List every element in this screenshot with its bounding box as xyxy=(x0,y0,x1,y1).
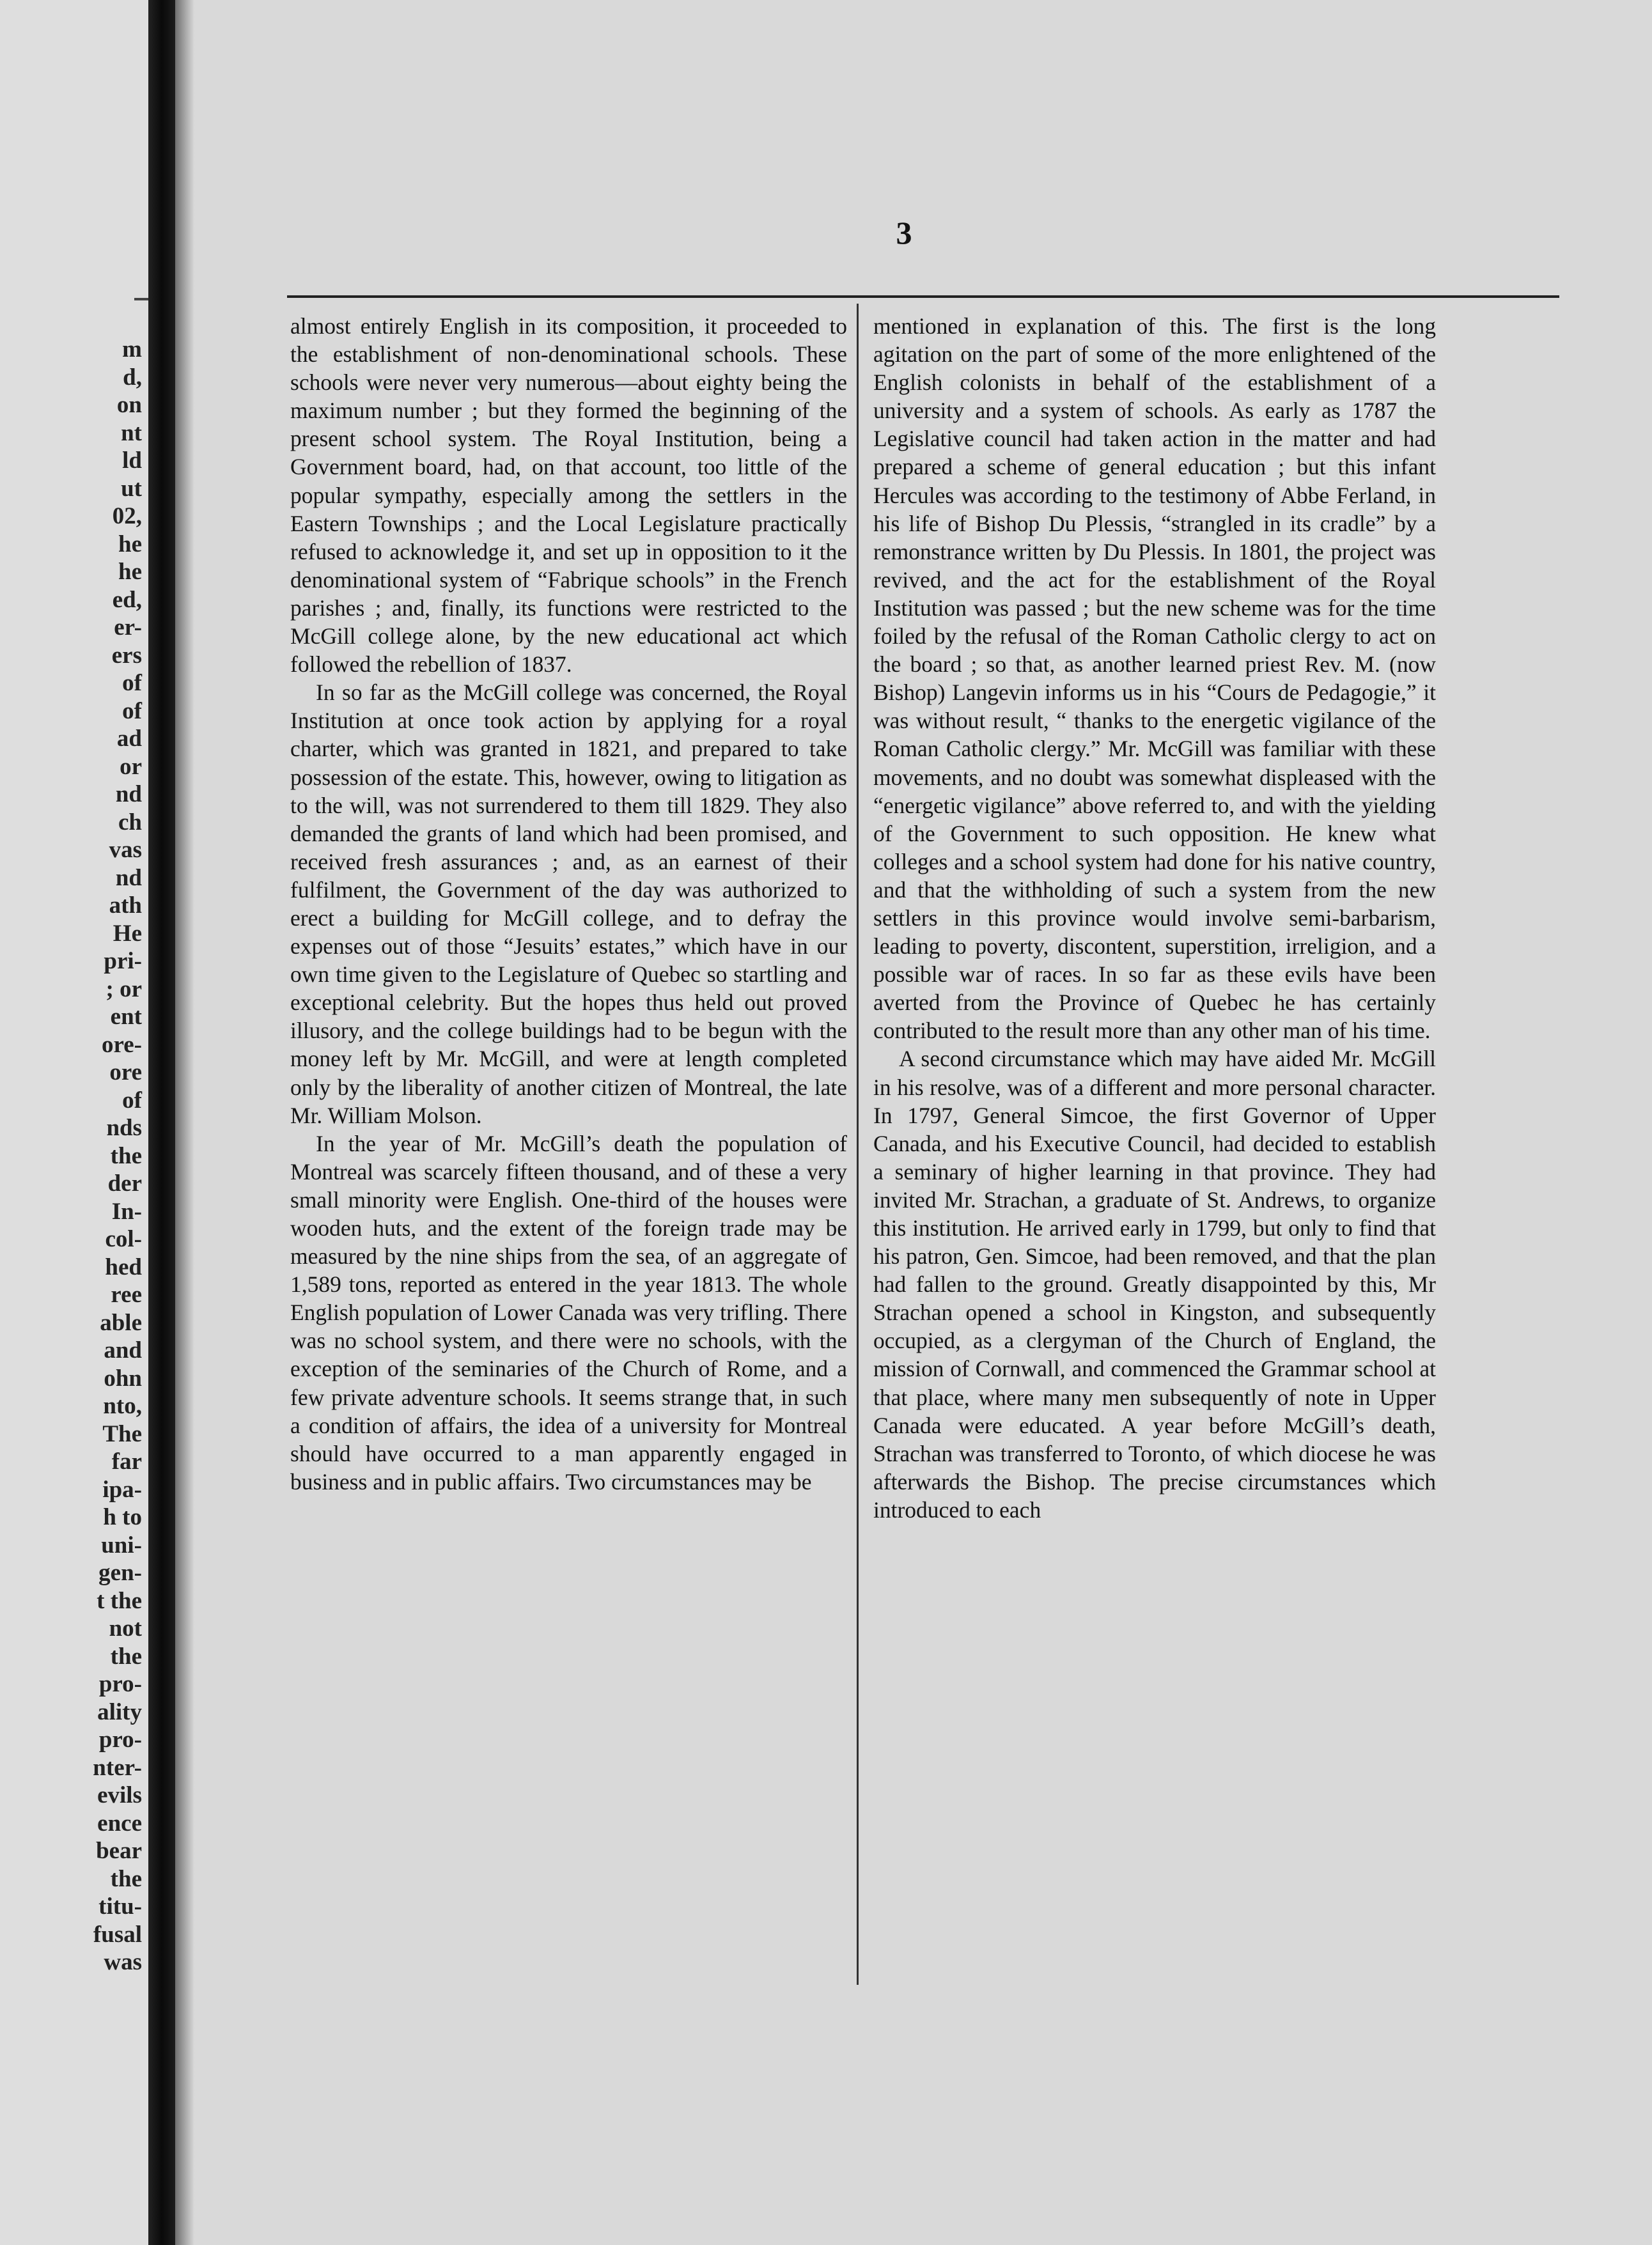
facing-page-fragment: or xyxy=(120,753,142,780)
paragraph: A second circumstance which may have aided Mr. McGill in his resolve, was of a different and more personal character. In 1797, General Simcoe, the first Governor of Upper Canada, and his Executive Council, had decided to establish a seminary of higher learning in that province. They had invited Mr. Strachan, a graduate of St. Andrews, to organize this institution. He arrived early in 1799, but only to find that his patron, Gen. Simcoe, had been removed, and that the plan had fallen to the ground. Greatly disappointed by this, Mr Strachan opened a school in Kingston, and subsequently occupied, as a clergyman of the Church of England, the mission of Cornwall, and commenced the Grammar school at that place, where many men subsequently of note in Upper Canada were educated. A year before McGill’s death, Strachan was transferred to Toronto, of which diocese he was afterwards the Bishop. The precise circumstances which introduced to each xyxy=(873,1046,1436,1523)
facing-page-fragment: der xyxy=(107,1170,142,1197)
facing-page-fragment: He xyxy=(113,920,142,947)
facing-page-sliver xyxy=(0,0,148,2245)
facing-page-fragment: m xyxy=(122,336,142,362)
facing-page-fragment: ed, xyxy=(112,586,142,613)
facing-page-fragment: nter- xyxy=(93,1754,142,1781)
facing-page-line-endings xyxy=(1,336,142,1977)
facing-page-fragment: vas xyxy=(109,837,142,863)
facing-page-fragment: on xyxy=(116,392,142,418)
facing-page-fragment: nds xyxy=(106,1115,142,1141)
text-column-right xyxy=(873,312,1436,1524)
facing-page-fragment: ch xyxy=(118,809,142,835)
facing-page-fragment: ath xyxy=(109,892,142,919)
facing-page-fragment: of xyxy=(122,1087,142,1114)
facing-page-fragment: the xyxy=(110,1142,142,1169)
facing-page-fragment: ld xyxy=(122,447,142,474)
facing-page-fragment: he xyxy=(118,559,142,585)
facing-page-fragment: nd xyxy=(115,864,142,891)
book-gutter xyxy=(148,0,175,2245)
facing-page-fragment: In- xyxy=(111,1198,142,1225)
facing-page-fragment: ohn xyxy=(104,1365,142,1392)
facing-page-fragment: fusal xyxy=(93,1921,142,1948)
facing-page-fragment: pri- xyxy=(104,948,142,974)
facing-page-fragment: gen- xyxy=(98,1560,142,1586)
facing-page-fragment: d, xyxy=(123,364,142,391)
paragraph: In the year of Mr. McGill’s death the population of Montreal was scarcely fifteen thousand, and of these a very small minority were English. One-third of the houses were wooden huts, and the extent of the foreign trade may be measured by the nine ships from the sea, of an aggregate of 1,589 tons, reported as entered in the year 1813. The whole English population of Lower Canada was very trifling. There was no school system, and there were no schools, with the exception of the seminaries of the Church of Rome, and a few private adventure schools. It seems strange that, in such a condition of affairs, the idea of a university for Montreal should have occurred to a man apparently engaged in business and in public affairs. Two circumstances may be xyxy=(290,1130,847,1495)
facing-page-fragment: bear xyxy=(96,1838,142,1864)
facing-page-fragment: uni- xyxy=(101,1532,142,1558)
facing-page-fragment: not xyxy=(109,1615,142,1642)
page-edge-shadow xyxy=(175,0,194,2245)
facing-page-rule xyxy=(134,298,148,300)
paragraph: mentioned in explanation of this. The first is the long agitation on the part of some of the more enlightened of the English colonists in behalf of the establishment of a university and a system of schools. As early as 1787 the Legislative council had taken action in the matter and had prepared a scheme of general education ; but this infant Hercules was according to the testimony of Abbe Ferland, in his life of Bishop Du Plessis, “strangled in its cradle” by a remonstrance written by Du Plessis. In 1801, the project was revived, and the act for the establishment of the Royal Institution was passed ; but the new scheme was for the time foiled by the refusal of the Roman Catholic clergy to act on the board ; so that, as another learned priest Rev. M. (now Bishop) Langevin informs us in his “Cours de Pedagogie,” it was without result, “ thanks to the energetic vigilance of the Roman Catholic clergy.” Mr. McGill was familiar with these movements, and no doubt was somewhat displeased with the “energetic vigilance” above referred to, and with the yielding of the Government to such opposition. He knew what colleges and a school system had done for his native country, and that the withholding of such a system from the new settlers in this province would involve semi-barbarism, leading to poverty, discontent, superstition, irreligion, and a possible war of races. In so far as these evils have been averted from the Province of Quebec he has certainly contributed to the result more than any other man of his time. xyxy=(873,313,1436,1044)
facing-page-fragment: the xyxy=(110,1865,142,1892)
facing-page-fragment: titu- xyxy=(98,1893,142,1920)
facing-page-fragment: col- xyxy=(105,1226,142,1252)
facing-page-fragment: 02, xyxy=(112,503,142,529)
facing-page-fragment: hed xyxy=(105,1254,142,1280)
facing-page-fragment: able xyxy=(100,1309,142,1336)
facing-page-fragment: ality xyxy=(97,1698,142,1725)
header-rule xyxy=(287,295,1559,298)
facing-page-fragment: ad xyxy=(116,726,142,752)
paragraph: almost entirely English in its composition, it proceeded to the establishment of non-denominational schools. These schools were never very numerous—about eighty being the maximum number ; but they formed the beginning of the present school system. The Royal Institution, being a Government board, had, on that account, too little of the popular sympathy, especially among the settlers in the Eastern Townships ; and the Local Legislature practically refused to acknowledge it, and set up in opposition to it the denominational system of “Fabrique schools” in the French parishes ; and, finally, its functions were restricted to the McGill college alone, by the new educational act which followed the rebellion of 1837. xyxy=(290,313,847,678)
page xyxy=(175,0,1652,2245)
facing-page-fragment: ore xyxy=(109,1059,142,1085)
facing-page-fragment: nd xyxy=(115,781,142,807)
facing-page-fragment: ipa- xyxy=(102,1476,142,1503)
facing-page-fragment: nt xyxy=(121,419,142,446)
facing-page-fragment: t the xyxy=(97,1587,142,1614)
facing-page-fragment: of xyxy=(122,697,142,724)
facing-page-fragment: ers xyxy=(111,642,142,669)
facing-page-fragment: was xyxy=(104,1949,142,1975)
facing-page-fragment: pro- xyxy=(98,1727,142,1753)
facing-page-fragment: The xyxy=(102,1420,142,1447)
facing-page-fragment: ent xyxy=(110,1004,142,1030)
facing-page-fragment: the xyxy=(110,1643,142,1670)
facing-page-fragment: nto, xyxy=(103,1393,142,1419)
facing-page-fragment: of xyxy=(122,670,142,696)
facing-page-fragment: evils xyxy=(97,1782,142,1808)
facing-page-fragment: h to xyxy=(103,1504,142,1530)
facing-page-fragment: he xyxy=(118,531,142,557)
facing-page-fragment: far xyxy=(111,1449,142,1475)
facing-page-fragment: ut xyxy=(121,475,142,502)
facing-page-fragment: pro- xyxy=(98,1671,142,1697)
facing-page-fragment: er- xyxy=(114,614,142,641)
paragraph: In so far as the McGill college was concerned, the Royal Institution at once took action by applying for a royal charter, which was granted in 1821, and prepared to take possession of the estate. This, however, owing to litigation as to the will, was not surrendered to them till 1829. They also demanded the grants of land which had been promised, and received fresh assurances ; and, as an earnest of their fulfilment, the Government of the day was authorized to erect a building for McGill college, and to defray the expenses out of those “Jesuits’ estates,” which have in our own time given to the Legislature of Quebec so startling and exceptional celebrity. But the hopes thus held out proved illusory, and the college buildings had to be begun with the money left by Mr. McGill, and were at length completed only by the liberality of another citizen of Montreal, the late Mr. William Molson. xyxy=(290,680,847,1128)
column-divider xyxy=(857,304,859,1985)
facing-page-fragment: ore- xyxy=(102,1031,142,1058)
text-column-left xyxy=(290,312,847,1496)
facing-page-fragment: ; or xyxy=(105,975,142,1002)
facing-page-fragment: ree xyxy=(111,1282,142,1308)
facing-page-fragment: and xyxy=(104,1337,142,1363)
page-number: 3 xyxy=(896,215,912,251)
facing-page-fragment: ence xyxy=(97,1810,142,1837)
